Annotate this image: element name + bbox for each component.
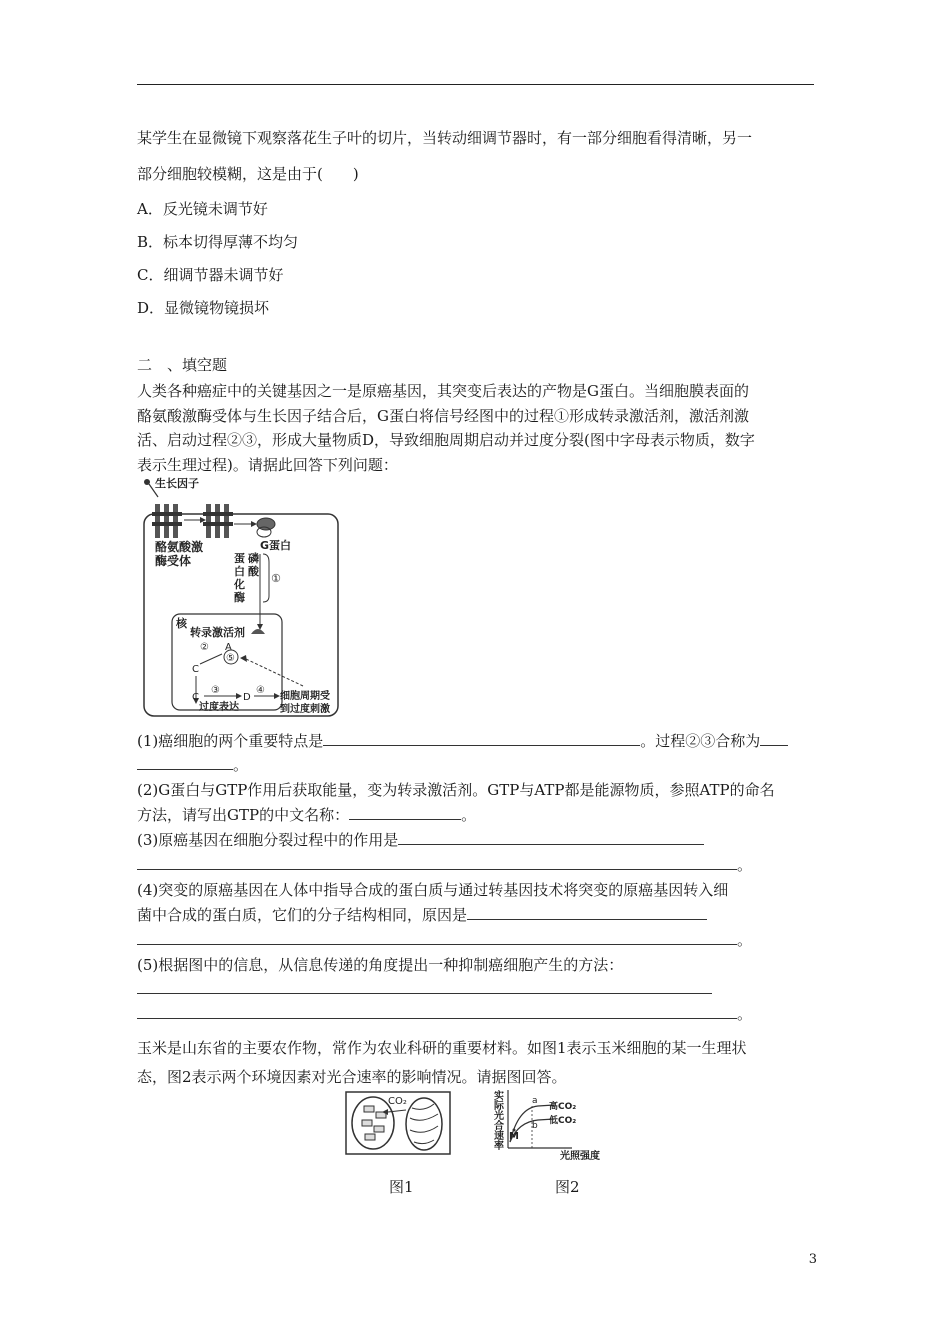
g-protein-label: G蛋白 <box>260 539 292 552</box>
process-3-label: ③ <box>211 685 220 696</box>
option-b: B．标本切得厚薄不均匀 <box>137 233 299 251</box>
question-4-line2: 菌中合成的蛋白质，它们的分子结构相同，原因是 <box>137 905 707 925</box>
answer-blank-1a[interactable] <box>323 731 640 746</box>
label-c2: C <box>192 692 199 703</box>
option-d: D．显微镜物镜损坏 <box>137 299 270 317</box>
growth-factor-label: 生长因子 <box>155 477 199 490</box>
corn-intro-line1: 玉米是山东省的主要农作物，常作为农业科研的重要材料。如图1表示玉米细胞的某一生理状 <box>137 1039 747 1057</box>
page-number: 3 <box>808 1252 817 1267</box>
option-a: A．反光镜未调节好 <box>137 200 268 218</box>
question-4-line3: 。 <box>137 930 752 950</box>
intro-line4: 表示生理过程)。请据此回答下列问题： <box>137 456 398 474</box>
answer-blank-3b[interactable] <box>137 855 737 870</box>
answer-blank-4b[interactable] <box>137 930 737 945</box>
y-label-char-3: 光 <box>494 1111 504 1122</box>
kinase-char-2: 磷 <box>248 552 259 565</box>
process-2-label: ② <box>200 642 209 653</box>
question-stem-line1: 某学生在显微镜下观察落花生子叶的切片，当转动细调节器时，有一部分细胞看得清晰，另一 <box>137 129 753 147</box>
question-3-line1: (3)原癌基因在细胞分裂过程中的作用是 <box>137 830 704 850</box>
intro-line3: 活、启动过程②③，形成大量物质D，导致细胞周期启动并过度分裂(图中字母表示物质，数字 <box>137 431 755 449</box>
kinase-char-6: 酶 <box>234 591 245 604</box>
low-co2-label: 低CO₂ <box>549 1116 577 1126</box>
label-a-point: a <box>532 1096 538 1106</box>
process-1-bracket <box>263 554 269 602</box>
stimulus-label-2: 到过度刺激 <box>280 704 330 715</box>
figure-2-caption: 图2 <box>555 1178 580 1196</box>
corn-intro-line2: 态，图2表示两个环境因素对光合速率的影响情况。请据图回答。 <box>137 1068 567 1086</box>
figure-1-caption: 图1 <box>389 1178 414 1196</box>
overexpression-label: 过度表达 <box>199 702 239 713</box>
question-2-line2: 方法，请写出GTP的中文名称： 。 <box>137 806 477 824</box>
y-label-char-5: 速 <box>494 1131 504 1142</box>
x-label: 光照强度 <box>560 1151 600 1162</box>
label-b-point: b <box>532 1121 538 1131</box>
y-label-char-2: 际 <box>494 1101 504 1112</box>
nucleus-label: 核 <box>176 617 187 630</box>
process-4-label: ④ <box>256 685 265 696</box>
answer-blank-5a[interactable] <box>137 979 712 994</box>
intro-line2: 酪氨酸激酶受体与生长因子结合后，G蛋白将信号经图中的过程①形成转录激活剂，激活剂激 <box>137 407 749 425</box>
y-label-char-4: 合 <box>494 1121 504 1132</box>
answer-blank-1b-start[interactable] <box>760 731 788 746</box>
stimulus-label-1: 细胞周期受 <box>280 691 330 702</box>
receptor-icon <box>152 504 182 538</box>
kinase-char-5: 化 <box>234 578 245 591</box>
question-1-cont: 。 <box>137 755 248 775</box>
label-c1: C <box>192 664 199 675</box>
intro-line1: 人类各种癌症中的关键基因之一是原癌基因，其突变后表达的产物是G蛋白。当细胞膜表面的 <box>137 382 749 400</box>
question-5-line3: 。 <box>137 1004 752 1024</box>
answer-blank-1b[interactable] <box>137 755 233 770</box>
answer-blank-3a[interactable] <box>398 830 704 845</box>
feedback-dashed-arrow <box>246 659 303 686</box>
answer-blank-4a[interactable] <box>467 905 707 920</box>
label-m: M <box>509 1131 519 1142</box>
process-5-label: ⑤ <box>226 653 235 664</box>
receptor-label-1: 酪氨酸激 <box>155 540 204 554</box>
label-d: D <box>243 692 251 703</box>
receptor-label-2: 酶受体 <box>155 554 192 568</box>
co2-label: CO₂ <box>388 1096 407 1107</box>
header-rule <box>137 84 814 85</box>
process-2-arrow <box>200 654 222 664</box>
question-stem-line2: 部分细胞较模糊，这是由于( ) <box>137 165 359 183</box>
activator-label: 转录激活剂 <box>190 626 245 639</box>
question-2-line1: (2)G蛋白与GTP作用后获取能量，变为转录激活剂。GTP与ATP都是能源物质，参照ATP的命名 <box>137 781 775 799</box>
answer-blank-2[interactable] <box>349 805 461 820</box>
high-co2-label: 高CO₂ <box>549 1102 577 1112</box>
question-3-line2: 。 <box>137 855 752 875</box>
question-5-line1: (5)根据图中的信息，从信息传递的角度提出一种抑制癌细胞产生的方法： <box>137 956 624 974</box>
process-1-label: ① <box>271 572 281 585</box>
activator-icon <box>251 629 265 634</box>
question-1: (1)癌细胞的两个重要特点是 。过程②③合称为 <box>137 731 788 751</box>
kinase-char-1: 蛋 <box>234 552 245 565</box>
y-label-char-1: 实 <box>494 1091 504 1102</box>
question-4-line1: (4)突变的原癌基因在人体中指导合成的蛋白质与通过转基因技术将突变的原癌基因转入细 <box>137 881 729 899</box>
label-a: A <box>225 642 232 653</box>
figure-2-graph <box>492 1088 610 1162</box>
receptor-icon-2 <box>203 504 233 538</box>
signal-pathway-diagram <box>138 474 344 720</box>
answer-blank-5b[interactable] <box>137 1004 737 1019</box>
figure-1-cell <box>344 1090 452 1156</box>
question-5-line2 <box>137 979 712 999</box>
option-c: C．细调节器未调节好 <box>137 266 284 284</box>
y-label-char-6: 率 <box>494 1141 504 1152</box>
mitochondrion-icon <box>406 1098 442 1150</box>
section-heading: 二 、填空题 <box>137 356 228 374</box>
kinase-char-4: 酸 <box>248 565 259 578</box>
kinase-char-3: 白 <box>234 565 245 578</box>
